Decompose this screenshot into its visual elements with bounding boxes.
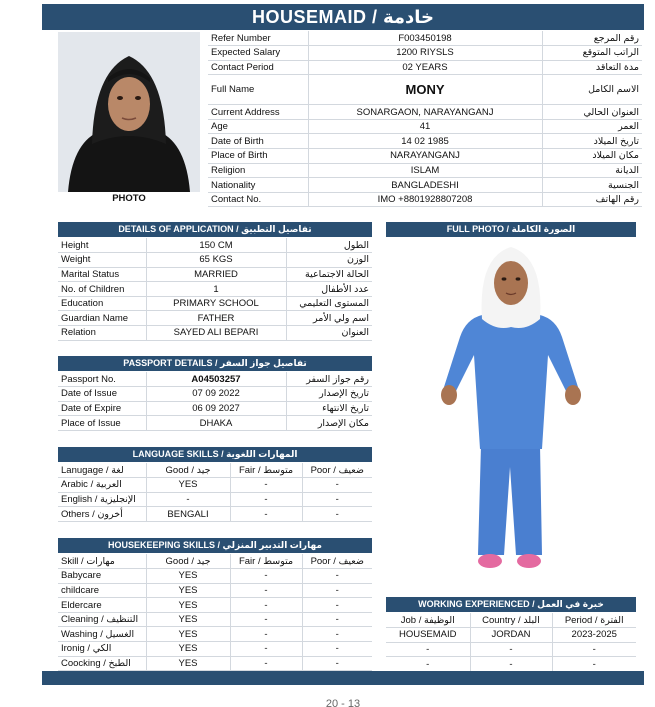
skill-row [58,569,372,584]
table-cell: YES [146,478,230,493]
table-cell: YES [146,569,230,584]
field-label-arabic: الطول [286,238,372,253]
table-cell: - [302,656,372,671]
field-label: Date of Expire [58,401,146,416]
skill-row [58,583,372,598]
field-value: 02 YEARS [308,60,542,75]
field-label-arabic: العنوان الحالي [542,105,642,120]
table-cell: - [146,492,230,507]
application-row [58,253,372,268]
info-row [208,105,642,120]
full-photo-heading: FULL PHOTO / الصورة الكاملة [386,222,636,237]
column-header: Fair / متوسط [230,554,302,569]
application-row [58,311,372,326]
field-label: No. of Children [58,282,146,297]
field-label: Nationality [208,178,308,193]
column-header: Skill / مهارات [58,554,146,569]
skill-row [58,656,372,671]
column-header: Good / جيد [146,554,230,569]
passport-row [58,416,372,431]
table-cell: - [302,612,372,627]
application-table [58,238,372,341]
application-row [58,238,372,253]
housekeeping-table [58,554,372,671]
column-header-row [386,613,636,628]
passport-row [58,372,372,387]
field-label: Refer Number [208,31,308,46]
table-cell: - [230,642,302,657]
column-header-row [58,554,372,569]
field-label: Weight [58,253,146,268]
field-value: SAYED ALI BEPARI [146,326,286,341]
table-cell: - [230,507,302,522]
field-value: FATHER [146,311,286,326]
field-label-arabic: تاريخ الإصدار [286,387,372,402]
field-value: 07 09 2022 [146,387,286,402]
field-value: MARRIED [146,267,286,282]
field-label: Religion [208,163,308,178]
page-number: 20 - 13 [325,698,361,707]
field-label: Marital Status [58,267,146,282]
application-heading: DETAILS OF APPLICATION / تفاصيل التطبيق [58,222,372,237]
field-label: Contact Period [208,60,308,75]
field-label-arabic: العنوان [286,326,372,341]
field-label: Place of Birth [208,149,308,164]
field-label: Date of Birth [208,134,308,149]
info-row [208,149,642,164]
field-label-arabic: الراتب المتوقع [542,46,642,61]
table-cell: Cleaning / التنظيف [58,612,146,627]
table-cell: YES [146,583,230,598]
field-label-arabic: مكان الميلاد [542,149,642,164]
field-value: NARAYANGANJ [308,149,542,164]
field-label-arabic: اسم ولي الأمر [286,311,372,326]
info-row [208,75,642,105]
table-cell: - [386,657,470,672]
field-label: Date of Issue [58,387,146,402]
passport-heading: PASSPORT DETAILS / تفاصيل جواز السفر [58,356,372,371]
info-row [208,134,642,149]
skill-row [58,627,372,642]
field-value: SONARGAON, NARAYANGANJ [308,105,542,120]
table-cell: Coocking / الطبخ [58,656,146,671]
table-cell: - [230,569,302,584]
field-label-arabic: الوزن [286,253,372,268]
table-cell: Babycare [58,569,146,584]
passport-row [58,401,372,416]
table-cell: - [230,492,302,507]
field-value: 41 [308,119,542,134]
field-label: Current Address [208,105,308,120]
field-label: Full Name [208,75,308,105]
personal-info-table [208,31,642,207]
field-value: 14 02 1985 [308,134,542,149]
table-cell: - [302,478,372,493]
info-row [208,31,642,46]
field-label-arabic: العمر [542,119,642,134]
field-label-arabic: رقم المرجع [542,31,642,46]
info-row [208,46,642,61]
table-cell: YES [146,598,230,613]
field-label: Contact No. [208,192,308,207]
field-label-arabic: الحالة الاجتماعية [286,267,372,282]
language-row [58,507,372,522]
field-label: Passport No. [58,372,146,387]
field-label: Relation [58,326,146,341]
footer-bar [42,671,644,685]
field-value: 06 09 2027 [146,401,286,416]
language-table [58,463,372,522]
person-portrait-icon [58,32,200,192]
column-header: Period / الفترة [552,613,636,628]
column-header: Lanugage / لغة [58,463,146,478]
field-value: A04503257 [146,372,286,387]
table-cell: - [302,507,372,522]
skill-row [58,612,372,627]
info-row [208,178,642,193]
table-cell: BENGALI [146,507,230,522]
field-value: PRIMARY SCHOOL [146,296,286,311]
field-value: 1200 RIYSLS [308,46,542,61]
table-cell: - [470,657,552,672]
table-cell: - [230,627,302,642]
column-header: Fair / متوسط [230,463,302,478]
application-row [58,326,372,341]
column-header: Country / البلد [470,613,552,628]
table-cell: - [302,642,372,657]
table-cell: - [230,598,302,613]
table-cell: YES [146,642,230,657]
field-label: Guardian Name [58,311,146,326]
application-row [58,267,372,282]
column-header-row [58,463,372,478]
info-row [208,192,642,207]
field-label: Height [58,238,146,253]
field-label: Age [208,119,308,134]
housekeeping-heading: HOUSEKEEPING SKILLS / مهارات التدبير المنزلي [58,538,372,553]
column-header: Job / الوظيفة [386,613,470,628]
info-row [208,119,642,134]
field-value: IMO +8801928807208 [308,192,542,207]
field-label-arabic: مدة التعاقد [542,60,642,75]
photo-label: PHOTO [112,193,146,204]
table-cell: YES [146,627,230,642]
passport-photo [58,32,200,192]
field-label-arabic: رقم الهاتف [542,192,642,207]
passport-table [58,372,372,431]
language-row [58,492,372,507]
skill-row [58,598,372,613]
info-row [208,60,642,75]
column-header: Good / جيد [146,463,230,478]
experience-row [386,628,636,643]
field-value: BANGLADESHI [308,178,542,193]
field-label: Education [58,296,146,311]
passport-row [58,387,372,402]
field-label-arabic: تاريخ الميلاد [542,134,642,149]
table-cell: - [552,642,636,657]
table-cell: Arabic / العربية [58,478,146,493]
table-cell: 2023-2025 [552,628,636,643]
table-cell: - [552,657,636,672]
application-row [58,296,372,311]
table-cell: - [302,569,372,584]
table-cell: - [302,492,372,507]
field-label-arabic: مكان الإصدار [286,416,372,431]
table-cell: Eldercare [58,598,146,613]
language-row [58,478,372,493]
full-body-photo [386,237,636,585]
table-cell: - [302,627,372,642]
field-value: 65 KGS [146,253,286,268]
field-value: ISLAM [308,163,542,178]
field-label: Place of Issue [58,416,146,431]
application-row [58,282,372,297]
info-row [208,163,642,178]
field-label-arabic: عدد الأطفال [286,282,372,297]
table-cell: - [230,656,302,671]
table-cell: Others / أخرون [58,507,146,522]
table-cell: Washing / الغسيل [58,627,146,642]
experience-row [386,657,636,672]
field-value: F003450198 [308,31,542,46]
column-header: Poor / ضعيف [302,463,372,478]
experience-table [386,613,636,672]
column-header: Poor / ضعيف [302,554,372,569]
field-label-arabic: المستوى التعليمي [286,296,372,311]
skill-row [58,642,372,657]
experience-heading: WORKING EXPERIENCED / خبرة في العمل [386,597,636,612]
field-label-arabic: تاريخ الانتهاء [286,401,372,416]
table-cell: - [302,598,372,613]
field-value: DHAKA [146,416,286,431]
field-value: MONY [308,75,542,105]
field-label-arabic: الجنسية [542,178,642,193]
table-cell: - [302,583,372,598]
field-label-arabic: الديانة [542,163,642,178]
table-cell: - [230,612,302,627]
table-cell: childcare [58,583,146,598]
table-cell: Ironig / الكي [58,642,146,657]
table-cell: - [230,583,302,598]
field-value: 150 CM [146,238,286,253]
field-value: 1 [146,282,286,297]
page-title: HOUSEMAID / خادمة [42,4,644,30]
experience-row [386,642,636,657]
table-cell: - [386,642,470,657]
table-cell: English / الإنجليزية [58,492,146,507]
table-cell: YES [146,656,230,671]
table-cell: - [230,478,302,493]
language-heading: LANGUAGE SKILLS / المهارات اللغوية [58,447,372,462]
table-cell: YES [146,612,230,627]
table-cell: HOUSEMAID [386,628,470,643]
field-label-arabic: الاسم الكامل [542,75,642,105]
table-cell: JORDAN [470,628,552,643]
table-cell: - [470,642,552,657]
field-label-arabic: رقم جواز السفر [286,372,372,387]
cv-page [40,0,646,707]
full-body-person-icon [386,237,636,585]
field-label: Expected Salary [208,46,308,61]
